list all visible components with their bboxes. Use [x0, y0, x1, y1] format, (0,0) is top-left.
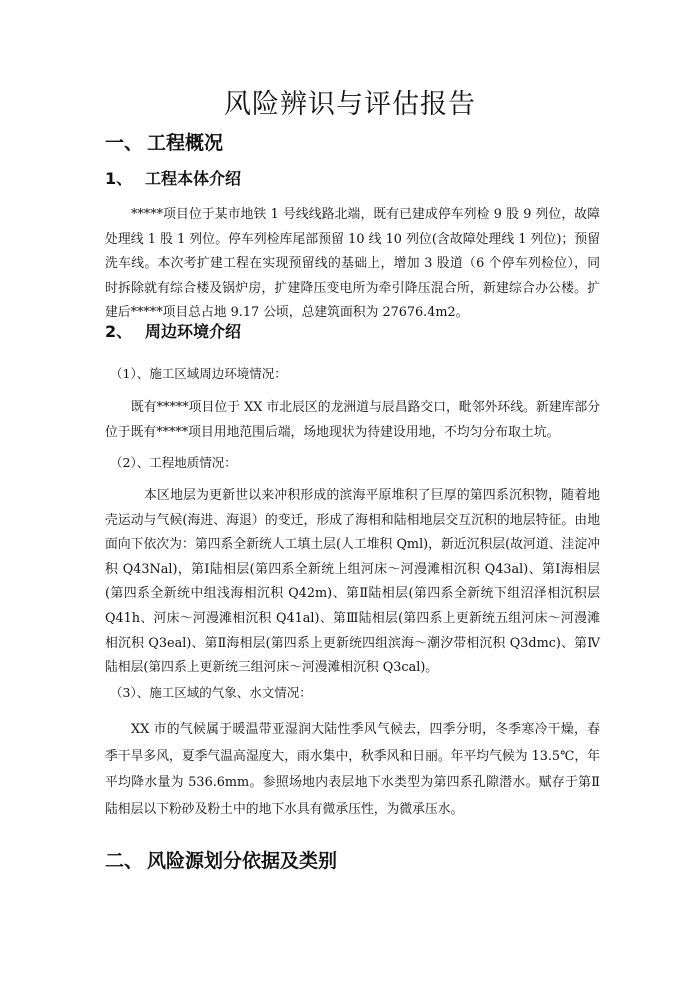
climate-subheading: （3）、施工区域的气象、水文情况： [110, 685, 312, 700]
section-title: 工程概况 [147, 132, 224, 154]
section-heading-1 [105, 130, 223, 156]
subsection-heading-1 [105, 167, 241, 191]
subsection-number: 2、 [105, 322, 133, 341]
env-subheading: （1）、施工区域周边环境情况： [110, 366, 287, 381]
geo-paragraph: 本区地层为更新世以来冲积形成的滨海平原堆积了巨厚的第四系沉积物，随着地壳运动与气候(海进、海退）的变迁，形成了海相和陆相地层交互沉积的地层特征。由地面向下依次为：第四系全新统人工填土层(人工堆积 Qml)，新近沉积层(故河道、洼淀冲积 Q43Nal)，第Ⅰ陆相层(第四系全新统上组河床～河漫滩相沉积 Q43al)、第Ⅰ海相层(第四系全新统中组浅海相沉积 Q42m)、第Ⅱ陆相层(第四系全新统下组沼泽相沉积层 Q41h、河床～河漫滩相沉积 Q41al)、第Ⅲ陆相层(第四系上更新统五组河床～河漫滩相沉积 Q3eal)、第Ⅱ海相层(第四系上更新统四组滨海～潮汐带相沉积 Q3dmc)、第Ⅳ陆相层(第四系上更新统三组河床～河漫滩相沉积 Q3cal)。 [105, 488, 600, 676]
section-number: 二、 [105, 850, 144, 872]
env-paragraph: 既有*****项目位于 XX 市北辰区的龙洲道与辰昌路交口，毗邻外环线。新建库部分位于既有*****项目用地范围后端，场地现状为待建设用地，不均匀分布取土坑。 [105, 400, 600, 440]
subsection-title: 工程本体介绍 [145, 169, 242, 188]
subsection-title: 周边环境介绍 [145, 322, 242, 341]
document-title: 风险辨识与评估报告 [224, 89, 476, 120]
section-heading-2 [105, 848, 337, 874]
subsection-heading-2 [105, 320, 241, 344]
climate-paragraph: XX 市的气候属于暖温带亚湿润大陆性季风气候去，四季分明，冬季寒冷干燥，春季干旱多风，夏季气温高湿度大，雨水集中，秋季风和日丽。年平均气候为 13.5℃，年平均降水量为 536.6mm。参照场地内表层地下水类型为第四系孔隙潜水。赋存于第Ⅱ陆相层以下粉砂及粉土中的地下水具有微承压性，为微承压水。 [105, 722, 600, 817]
geo-subheading: （2）、工程地质情况： [110, 455, 237, 470]
section-number: 一、 [105, 132, 144, 154]
subsection-number: 1、 [105, 169, 133, 188]
section-title: 风险源划分依据及类别 [147, 850, 338, 872]
project-paragraph: *****项目位于某市地铁 1 号线线路北端，既有已建成停车列检 9 股 9 列位，故障处理线 1 股 1 列位。停车列检库尾部预留 10 线 10 列位(含故障处理线 1 列位)；预留洗车线。本次考扩建工程在实现预留线的基础上，增加 3 股道（6 个停车列检位），同时拆除就有综合楼及锅炉房，扩建降压变电所为牵引降压混合所，新建综合办公楼。扩建后*****项目总占地 9.17 公顷，总建筑面积为 27676.4m2。 [105, 207, 600, 321]
